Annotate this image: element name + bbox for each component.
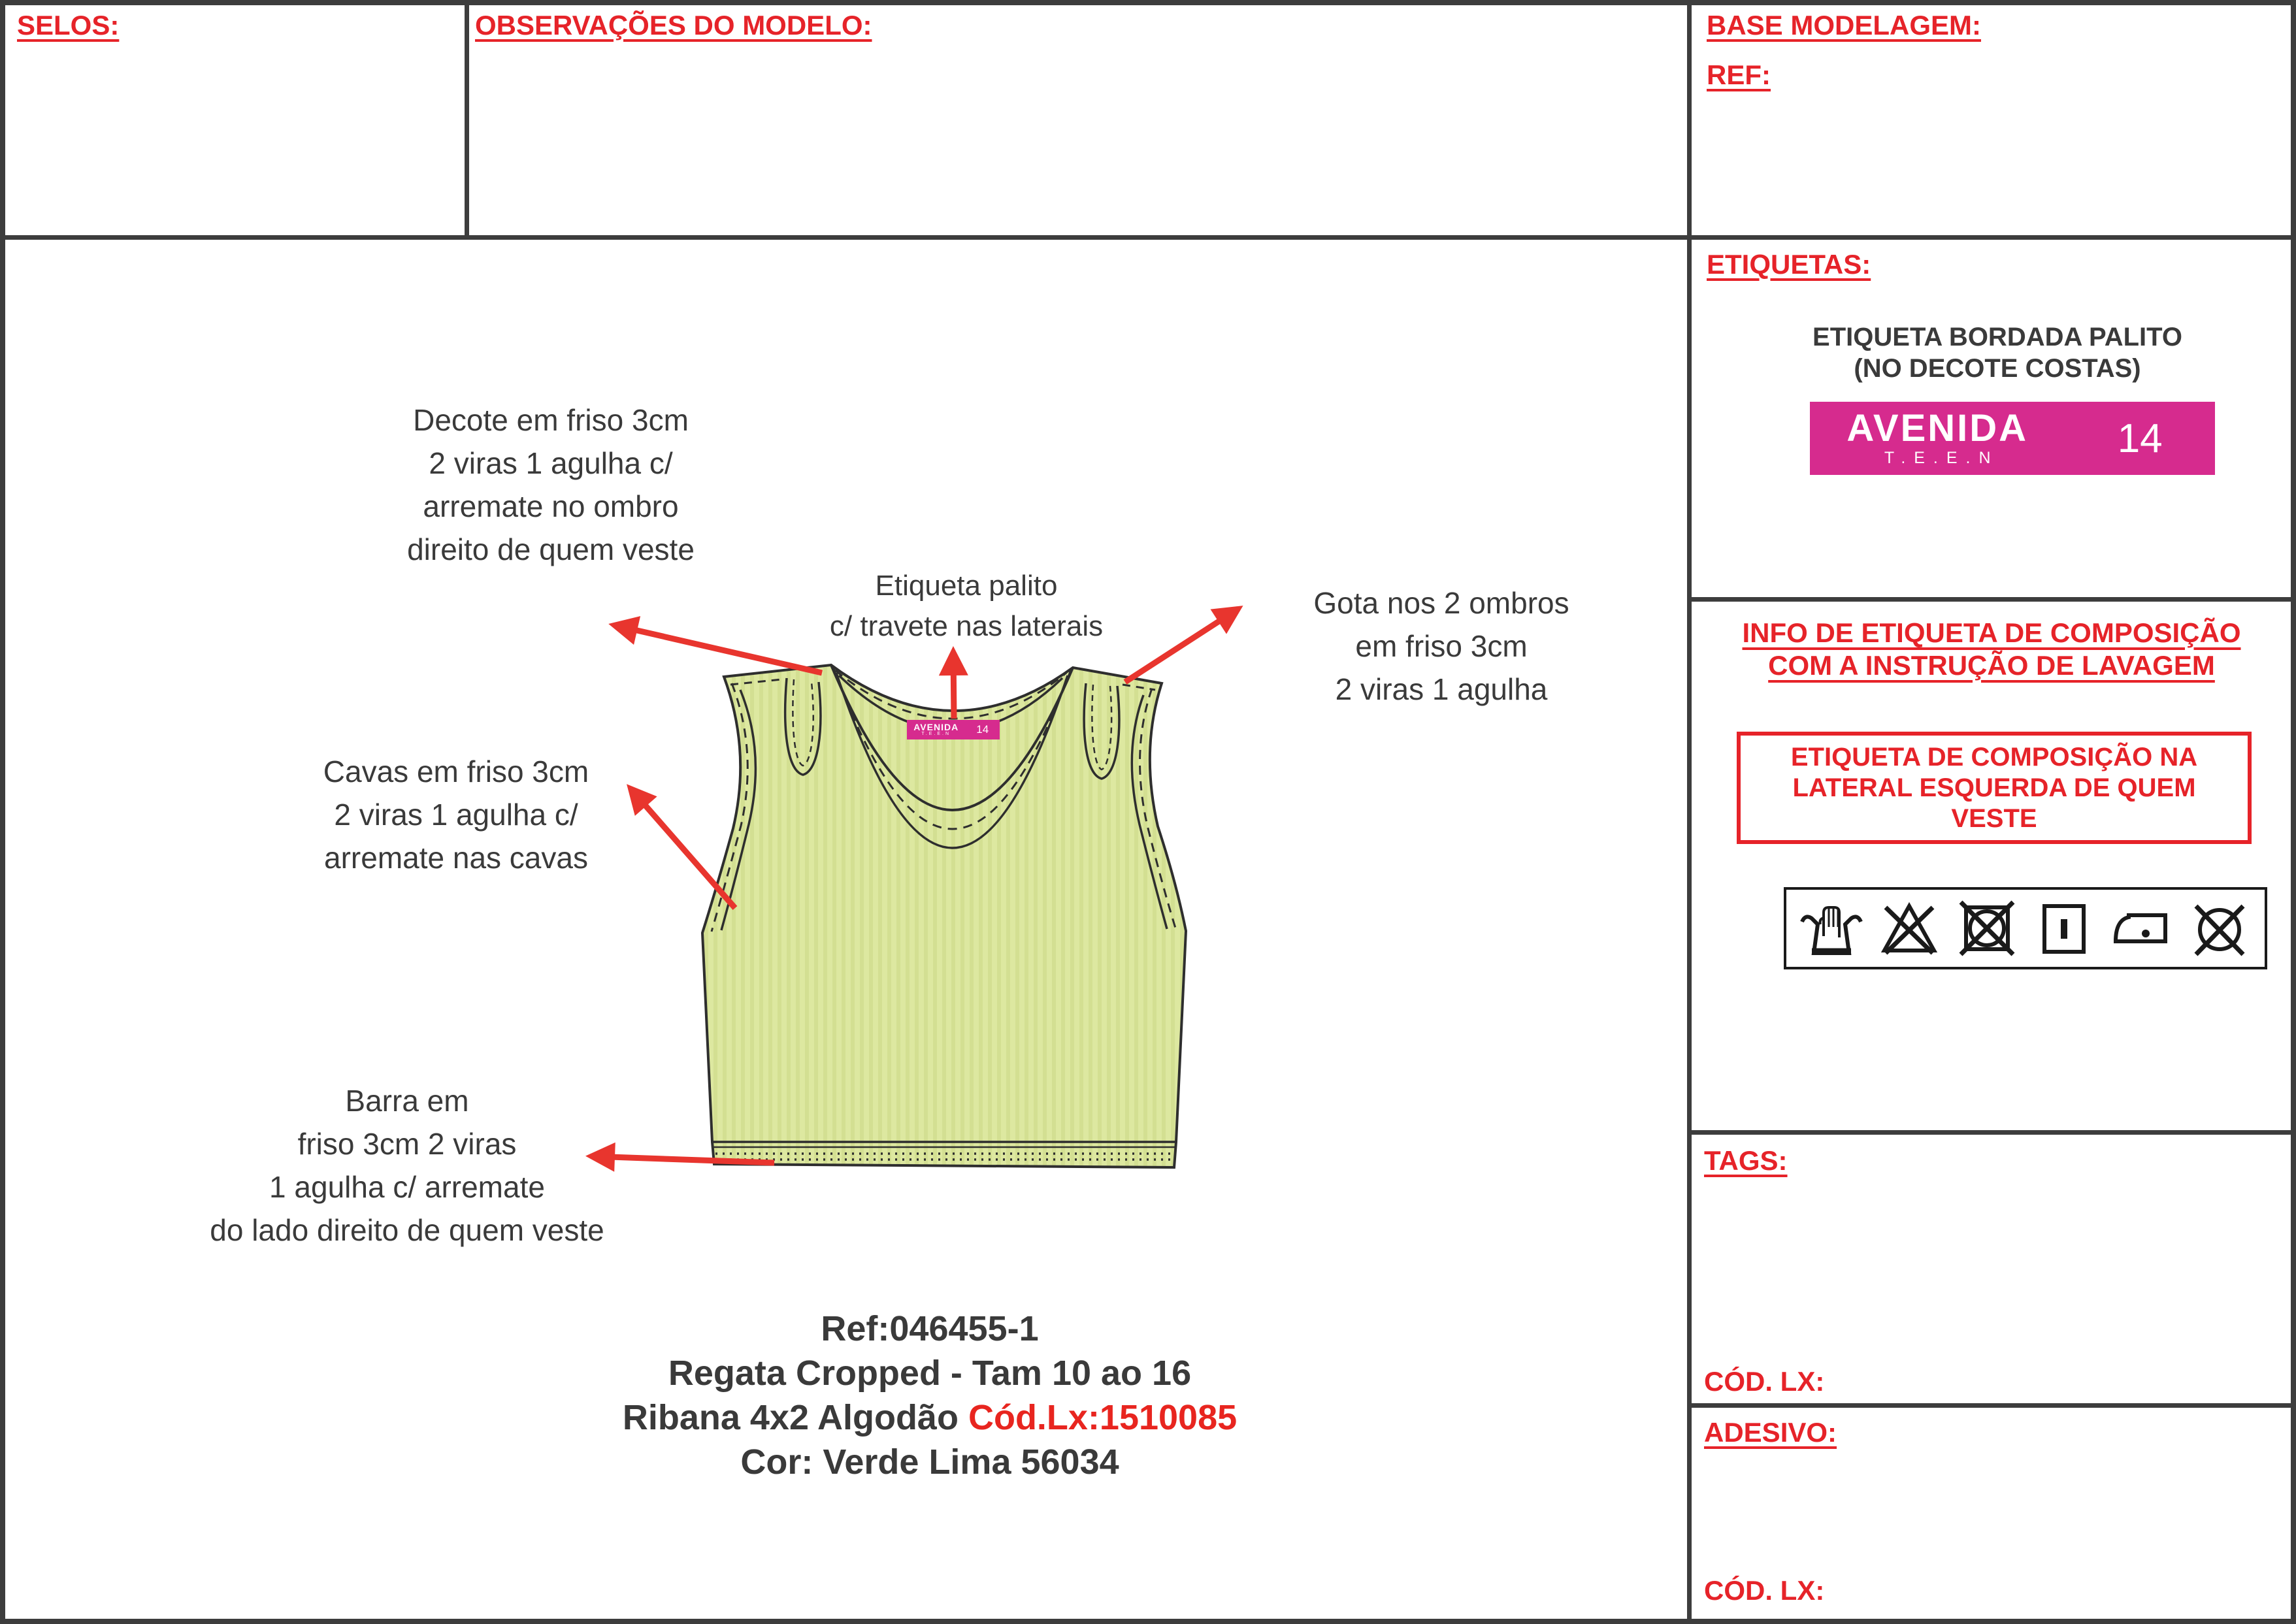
cavas-annotation: [323, 750, 589, 879]
reference-line4: Cor: Verde Lima 56034: [740, 1442, 1119, 1482]
gota-annotation: [1313, 581, 1569, 711]
decote-arrow: [614, 625, 822, 673]
garment-label-size: 14: [976, 723, 989, 736]
tags-heading: TAGS:: [1704, 1145, 1788, 1176]
etiqueta-annotation: [830, 566, 1103, 647]
adesivo-heading: ADESIVO:: [1704, 1417, 1837, 1448]
gota-arrow: [1125, 609, 1238, 682]
reference-line2: Regata Cropped - Tam 10 ao 16: [668, 1354, 1192, 1393]
garment-neck-label: [907, 720, 1000, 739]
adesivo-cod-lx-label: CÓD. LX:: [1704, 1575, 1825, 1606]
decote-line2: 2 viras 1 agulha c/: [429, 446, 673, 480]
gota-line1: Gota nos 2 ombros: [1313, 586, 1569, 620]
composicao-box-line2: LATERAL ESQUERDA DE QUEM: [1792, 773, 2196, 802]
observacoes-heading: OBSERVAÇÕES DO MODELO:: [475, 10, 872, 41]
reference-block: [623, 1307, 1237, 1484]
etiqueta-arrow: [953, 652, 954, 719]
garment-neck-label-text: [907, 723, 965, 737]
gota-line3: 2 viras 1 agulha: [1335, 672, 1548, 706]
etiqueta-line1: Etiqueta palito: [875, 570, 1058, 602]
etiqueta-bordada-note-line2: (NO DECOTE COSTAS): [1854, 354, 2141, 383]
reference-line3-material: Ribana 4x2 Algodão: [622, 1398, 968, 1437]
barra-annotation: [210, 1079, 604, 1252]
barra-line4: do lado direito de quem veste: [210, 1213, 604, 1247]
gota-line2: em friso 3cm: [1355, 629, 1528, 663]
etiqueta-line2: c/ travete nas laterais: [829, 610, 1104, 642]
brand-name: AVENIDA: [1846, 407, 2029, 449]
cavas-arrow: [631, 788, 735, 908]
reference-line1: Ref:046455-1: [821, 1309, 1039, 1348]
barra-line1: Barra em: [345, 1084, 469, 1118]
info-composicao-title-line2: COM A INSTRUÇÃO DE LAVAGEM: [1768, 650, 2215, 681]
tags-cod-lx-label: CÓD. LX:: [1704, 1366, 1825, 1397]
composicao-box-line1: ETIQUETA DE COMPOSIÇÃO NA: [1790, 742, 2198, 771]
base-modelagem-heading: BASE MODELAGEM:: [1707, 10, 1981, 41]
reference-line3-cod-lx: Cód.Lx:1510085: [968, 1398, 1238, 1437]
ref-heading: REF:: [1707, 59, 1771, 90]
cavas-line1: Cavas em friso 3cm: [323, 755, 589, 788]
decote-annotation: [407, 398, 695, 571]
brand-subtitle: T.E.E.N: [1884, 449, 1999, 467]
cavas-line2: 2 viras 1 agulha c/: [334, 798, 578, 832]
tank-top-silhouette: [702, 665, 1186, 1167]
decote-line1: Decote em friso 3cm: [413, 403, 689, 437]
decote-line3: arremate no ombro: [423, 489, 679, 523]
composicao-box-line3: VESTE: [1951, 804, 2037, 833]
reference-line3: [623, 1395, 1237, 1440]
info-composicao-title-line1: INFO DE ETIQUETA DE COMPOSIÇÃO: [1742, 617, 2241, 648]
barra-line3: 1 agulha c/ arremate: [269, 1170, 545, 1204]
etiqueta-bordada-note-line1: ETIQUETA BORDADA PALITO: [1812, 323, 2182, 351]
barra-line2: friso 3cm 2 viras: [297, 1127, 517, 1161]
garment-label-subtitle: T.E.E.N: [921, 732, 951, 736]
garment-label-brand: AVENIDA: [913, 722, 959, 732]
brand-label-size: 14: [2117, 415, 2163, 461]
selos-heading: SELOS:: [17, 10, 120, 41]
cavas-line3: arremate nas cavas: [324, 841, 588, 875]
decote-line4: direito de quem veste: [407, 532, 695, 566]
etiquetas-heading: ETIQUETAS:: [1707, 249, 1871, 280]
